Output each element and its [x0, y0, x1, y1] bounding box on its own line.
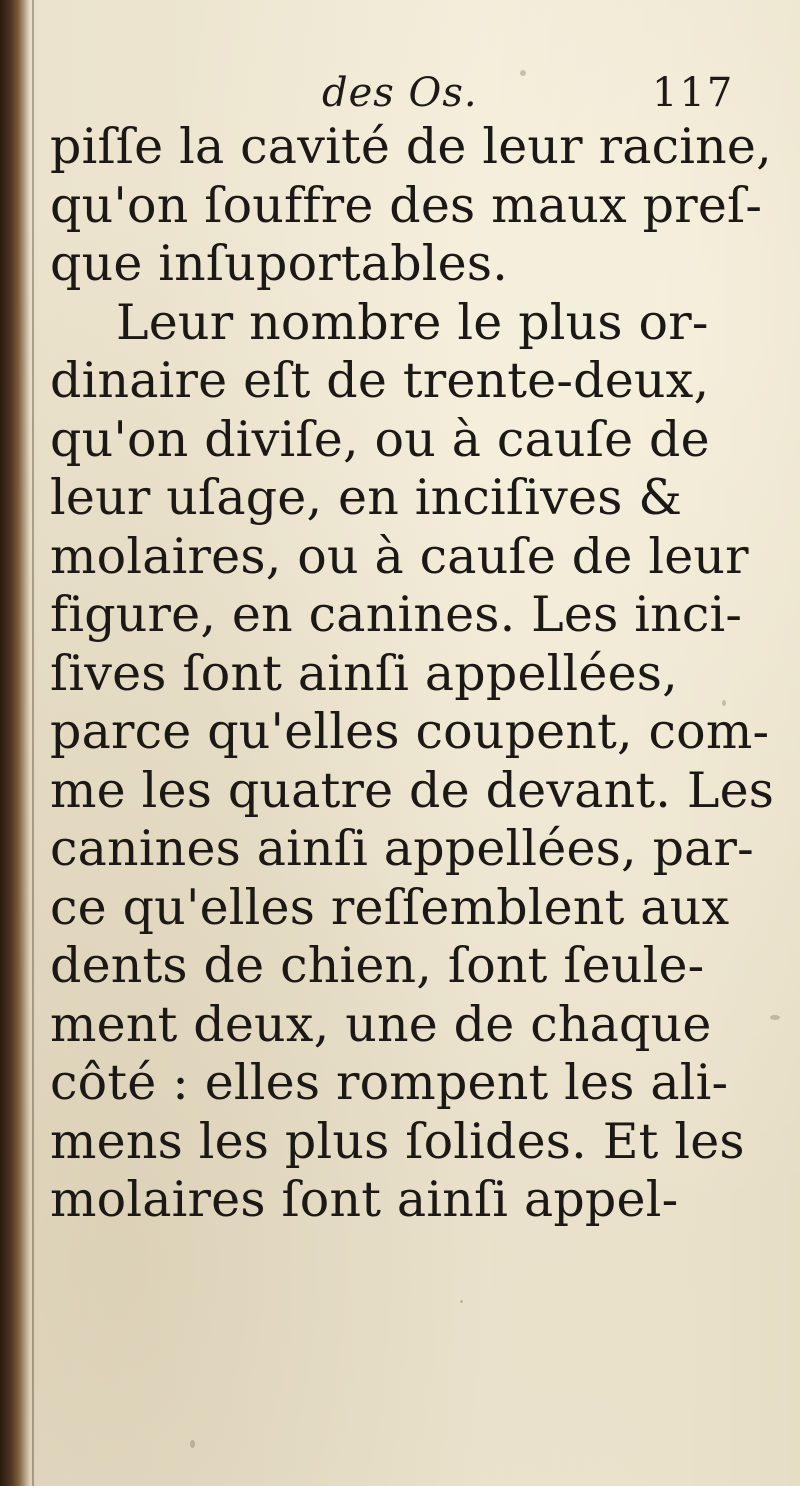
text-line: dinaire eſt de trente-deux,	[50, 352, 710, 409]
book-spine	[0, 0, 30, 1486]
page-header	[0, 70, 800, 120]
text-line: figure, en canines. Les inci-	[50, 586, 743, 643]
text-line: me les quatre de devant. Les	[50, 761, 775, 819]
paper-speck	[190, 1440, 195, 1448]
text-line: côté : elles rompent les ali-	[50, 1054, 729, 1111]
text-line: qu'on ſouffre des maux preſ-	[50, 176, 763, 234]
paragraph-start-line: Leur nombre le plus or-	[116, 293, 709, 351]
page-number: 117	[652, 70, 735, 116]
text-line: canines ainſi appellées, par-	[50, 820, 754, 877]
text-line: parce qu'elles coupent, com-	[50, 703, 770, 760]
text-line: mens les plus ſolides. Et les	[50, 1112, 745, 1170]
text-line: molaires, ou à cauſe de leur	[50, 527, 749, 585]
gutter-line	[32, 0, 34, 1486]
text-line: ment deux, une de chaque	[50, 995, 712, 1053]
running-title: des Os.	[322, 70, 478, 116]
text-line: molaires ſont ainſi appel-	[50, 1171, 679, 1228]
body-text	[50, 118, 775, 1230]
text-line: dents de chien, ſont ſeule-	[50, 937, 705, 994]
text-line: ce qu'elles reſſemblent aux	[50, 878, 730, 936]
text-line: piſſe la cavité de leur racine,	[50, 118, 772, 175]
paper-speck	[460, 1300, 463, 1303]
text-line: leur uſage, en inciſives &	[50, 469, 683, 526]
paper-speck	[770, 1015, 780, 1020]
text-line: ſives ſont ainſi appellées,	[50, 644, 678, 702]
text-line: que inſuportables.	[50, 235, 508, 292]
text-line: qu'on diviſe, ou à cauſe de	[50, 410, 710, 468]
